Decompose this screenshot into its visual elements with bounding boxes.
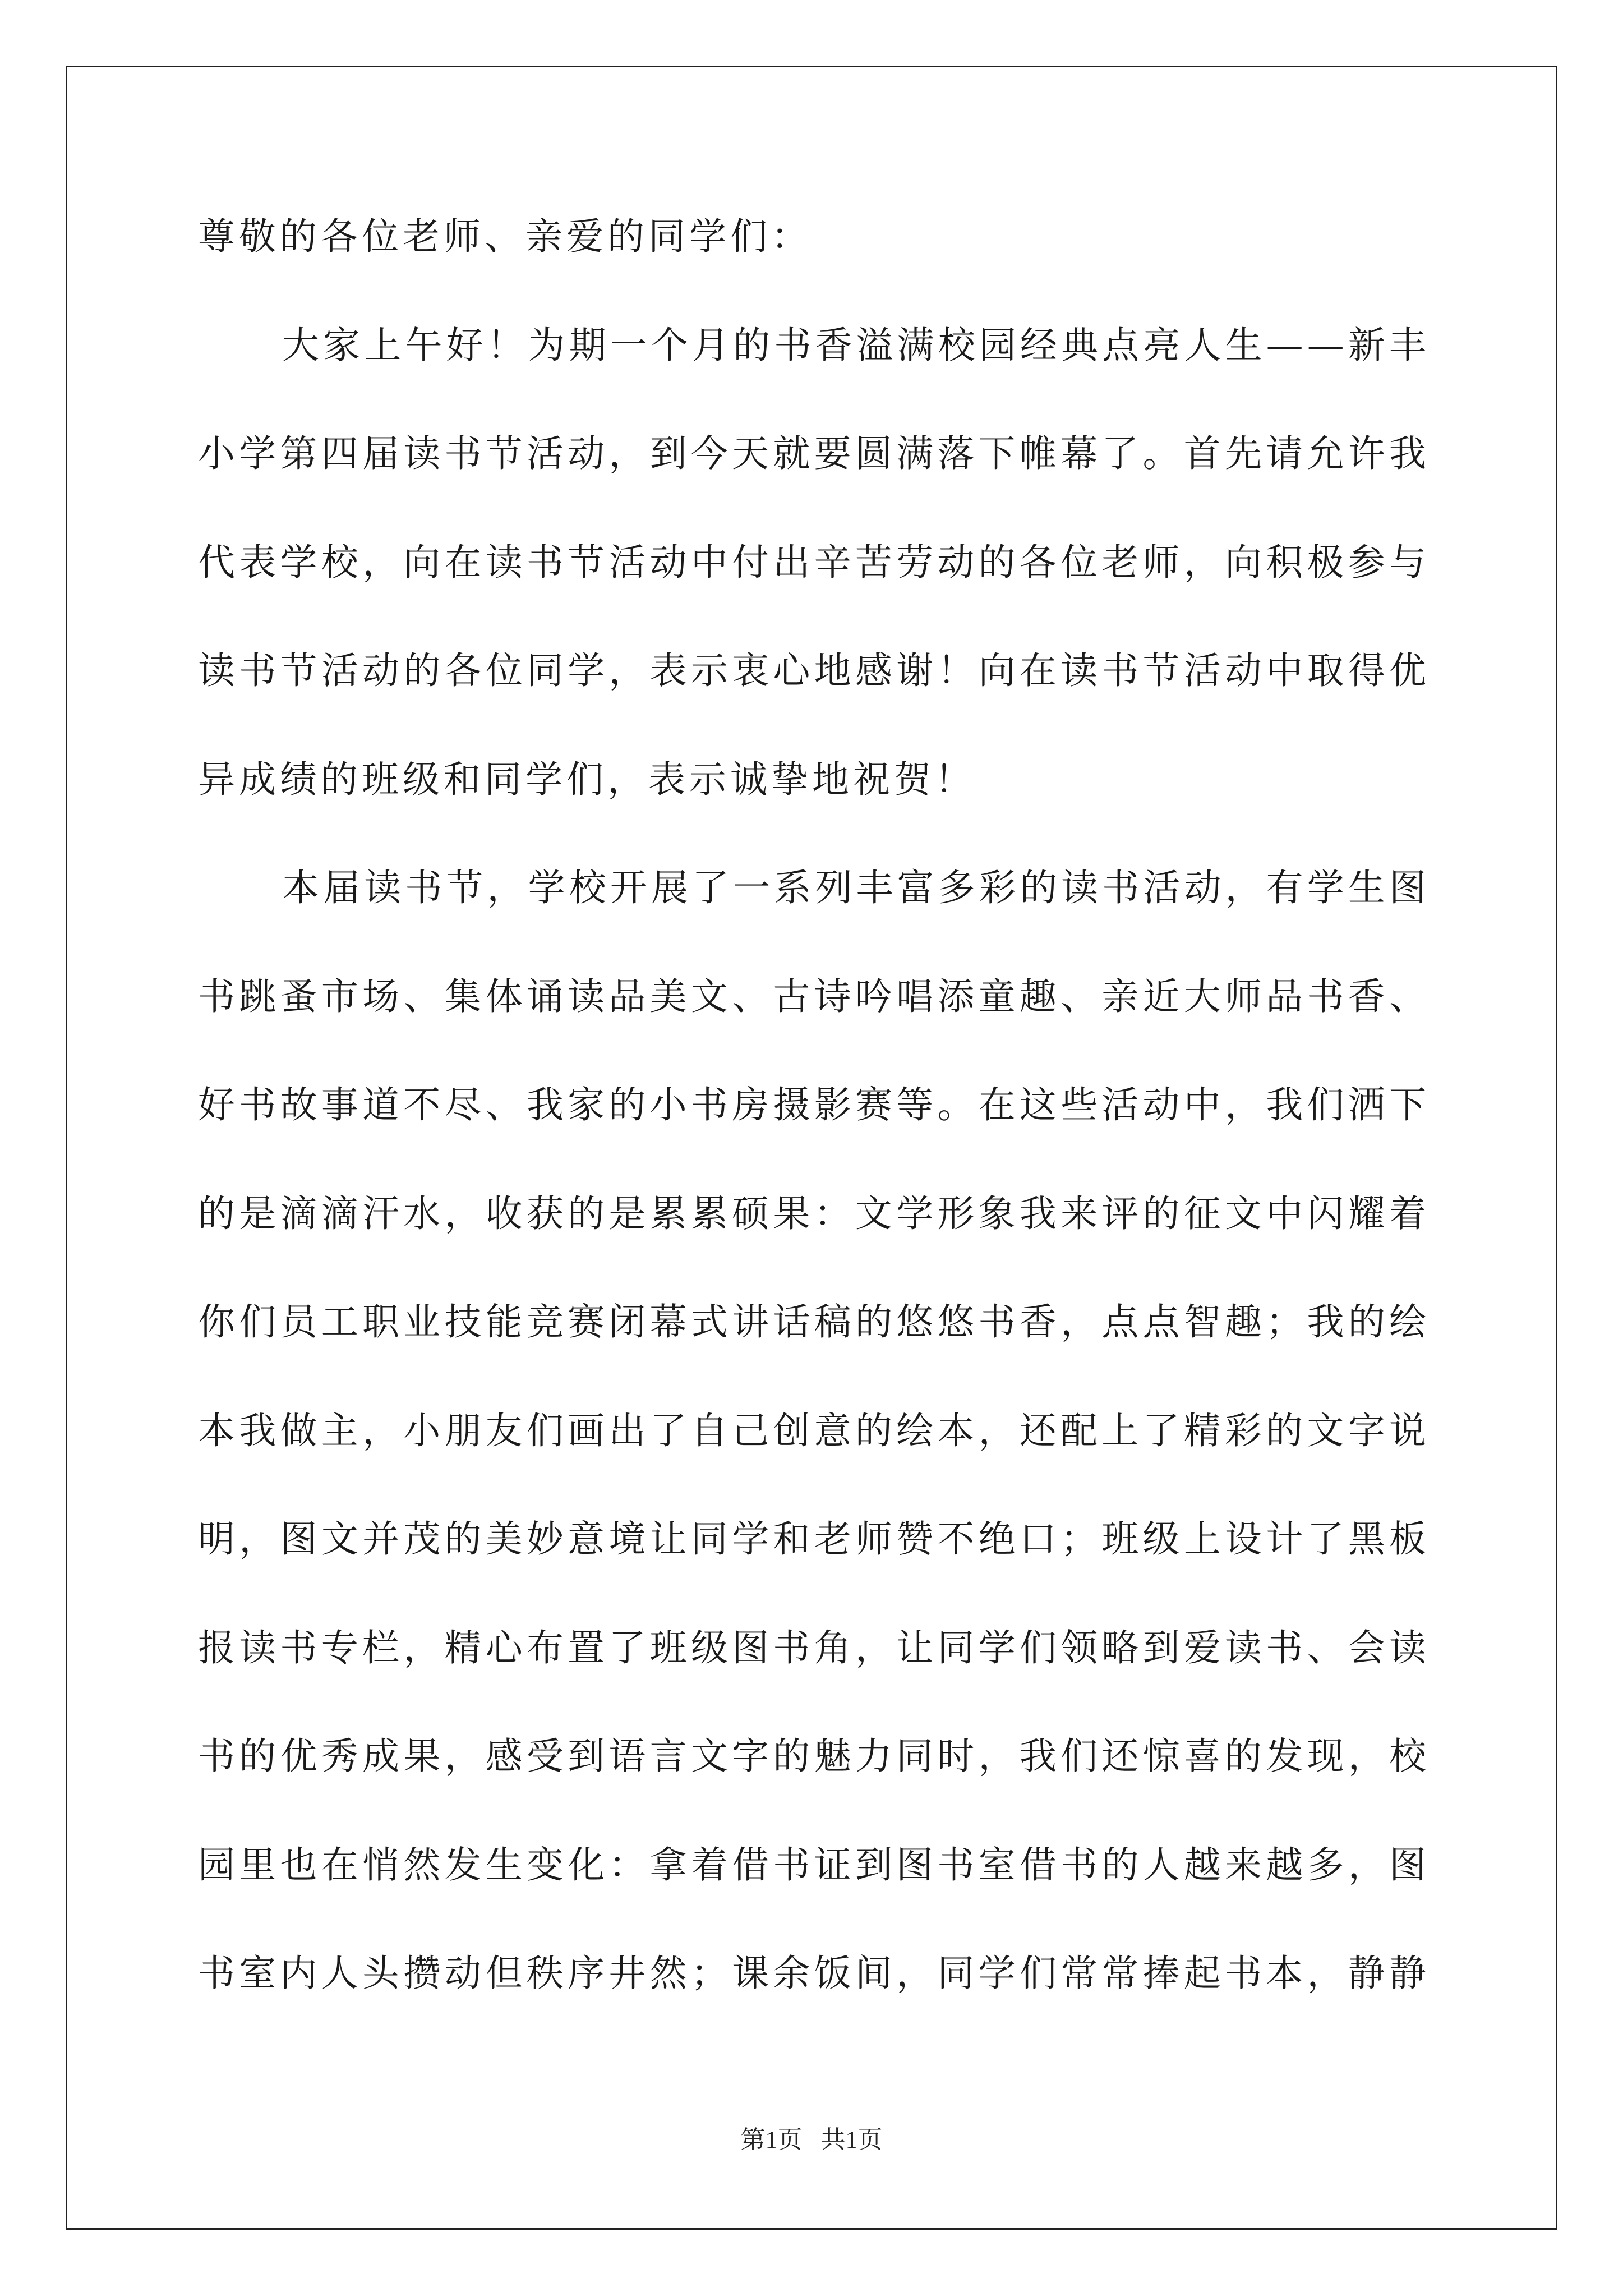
text-line: 书的优秀成果，感受到语言文字的魅力同时，我们还惊喜的发现，校 bbox=[198, 1734, 1431, 1778]
text-line: 书跳蚤市场、集体诵读品美文、古诗吟唱添童趣、亲近大师品书香、 bbox=[198, 974, 1431, 1018]
paragraph-2-line-9 bbox=[198, 1723, 1431, 1832]
paragraph-1-line-5 bbox=[198, 746, 1426, 855]
paragraph-2-line-2 bbox=[198, 963, 1431, 1072]
text-line: 报读书专栏，精心布置了班级图书角，让同学们领略到爱读书、会读 bbox=[198, 1626, 1431, 1669]
text-line: 园里也在悄然发生变化：拿着借书证到图书室借书的人越来越多，图 bbox=[198, 1843, 1431, 1887]
text-line: 异成绩的班级和同学们，表示诚挚地祝贺！ bbox=[198, 757, 976, 801]
paragraph-2-line-4 bbox=[198, 1180, 1431, 1289]
text-line: 书室内人头攒动但秩序井然；课余饭间，同学们常常捧起书本，静静 bbox=[198, 1952, 1431, 1995]
paragraph-1-line-1 bbox=[198, 312, 1431, 421]
paragraph-1-line-4 bbox=[198, 637, 1431, 746]
text-line: 本届读书节，学校开展了一系列丰富多彩的读书活动，有学生图 bbox=[282, 866, 1431, 909]
paragraph-2-line-5 bbox=[198, 1289, 1431, 1397]
text-line: 小学第四届读书节活动，到今天就要圆满落下帷幕了。首先请允许我 bbox=[198, 432, 1431, 475]
paragraph-2-line-8 bbox=[198, 1614, 1431, 1723]
page-footer: 第1页 共1页 bbox=[740, 2126, 883, 2154]
text-line: 好书故事道不尽、我家的小书房摄影赛等。在这些活动中，我们洒下 bbox=[198, 1083, 1431, 1126]
text-line: 明，图文并茂的美妙意境让同学和老师赞不绝口；班级上设计了黑板 bbox=[198, 1517, 1431, 1561]
paragraph-2-line-7 bbox=[198, 1506, 1431, 1614]
salutation-line bbox=[198, 203, 1426, 312]
text-line: 大家上午好！为期一个月的书香溢满校园经典点亮人生——新丰 bbox=[282, 323, 1431, 367]
text-line: 代表学校，向在读书节活动中付出辛苦劳动的各位老师，向积极参与 bbox=[198, 540, 1431, 584]
paragraph-1-line-3 bbox=[198, 529, 1431, 638]
paragraph-2-line-6 bbox=[198, 1397, 1431, 1506]
paragraph-1-line-2 bbox=[198, 420, 1431, 529]
text-line: 读书节活动的各位同学，表示衷心地感谢！向在读书节活动中取得优 bbox=[198, 649, 1431, 692]
paragraph-2-line-1 bbox=[198, 854, 1431, 963]
text-line: 你们员工职业技能竞赛闭幕式讲话稿的悠悠书香，点点智趣；我的绘 bbox=[198, 1300, 1431, 1343]
paragraph-2-line-10 bbox=[198, 1832, 1431, 1940]
text-line: 本我做主，小朋友们画出了自己创意的绘本，还配上了精彩的文字说 bbox=[198, 1409, 1431, 1452]
paragraph-2-line-11 bbox=[198, 1940, 1431, 2049]
text-line: 尊敬的各位老师、亲爱的同学们： bbox=[198, 215, 812, 258]
text-line: 的是滴滴汗水，收获的是累累硕果：文学形象我来评的征文中闪耀着 bbox=[198, 1191, 1431, 1235]
paragraph-2-line-3 bbox=[198, 1071, 1431, 1180]
document-body bbox=[198, 203, 1431, 2049]
